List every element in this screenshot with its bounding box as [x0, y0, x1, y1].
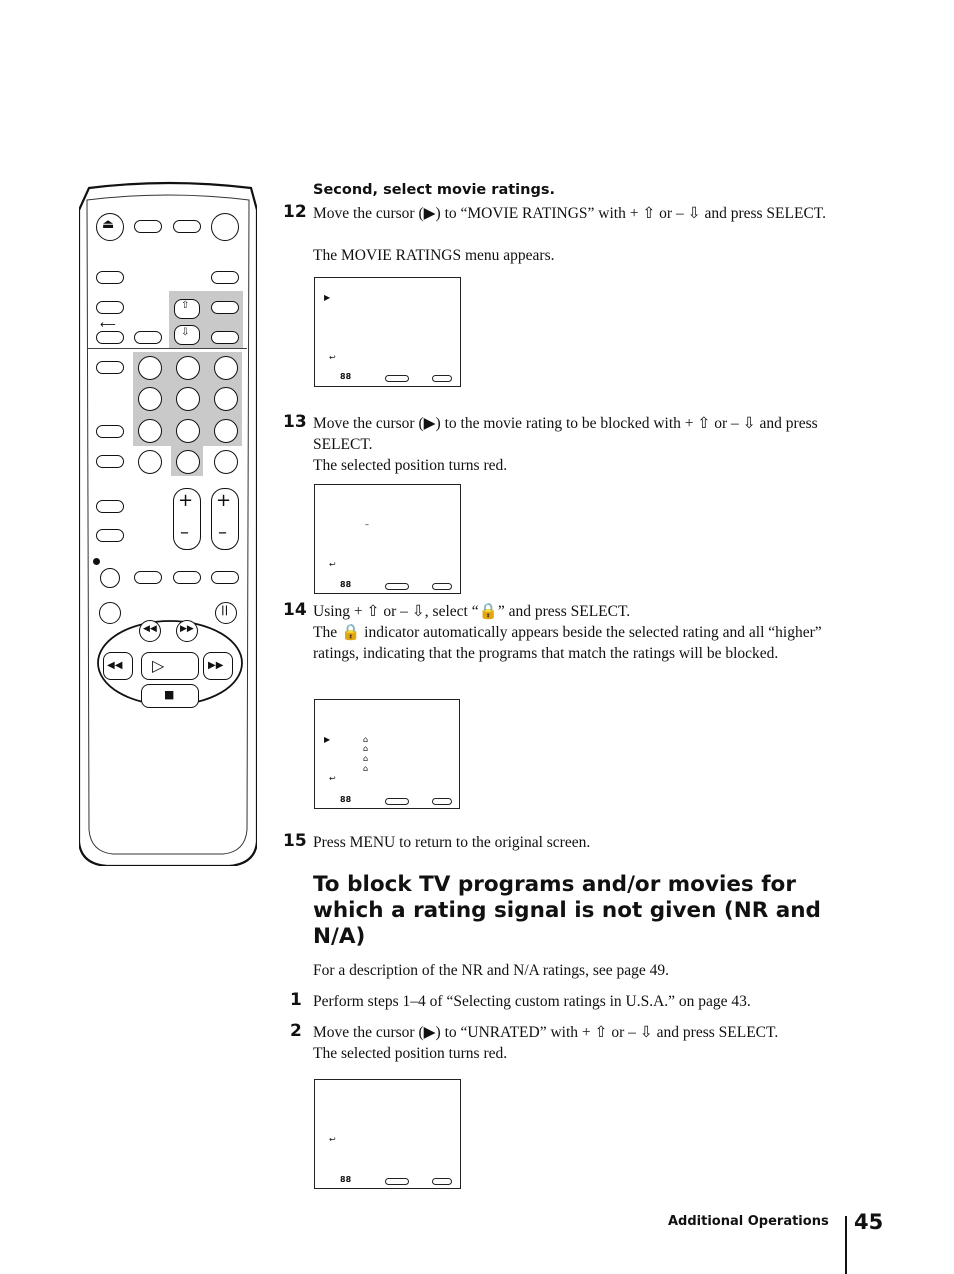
channel-up-button[interactable]: [174, 299, 200, 319]
play-button[interactable]: [141, 652, 199, 680]
slow-minus-button[interactable]: [134, 571, 162, 584]
volume-rocker[interactable]: [173, 488, 201, 550]
menu-logo-icon: 88: [340, 372, 352, 381]
step-result: The 🔒 indicator automatically appears beside the selected rating and all “higher” ratings, indicating that the programs that match the ratings will be blocked.: [313, 624, 822, 662]
step-result: The selected position turns red.: [313, 1045, 508, 1062]
return-icon: ↩: [329, 353, 336, 362]
number-button[interactable]: [138, 419, 162, 443]
divider: [87, 348, 247, 349]
step-text: Press MENU to return to the original screen.: [313, 834, 591, 851]
page-number: 45: [854, 1210, 884, 1234]
record-button[interactable]: [100, 568, 120, 588]
stop-icon: ■: [164, 688, 175, 701]
remote-button[interactable]: [96, 301, 124, 314]
plus-icon: +: [178, 490, 194, 511]
rewind-icon: ◀◀: [143, 624, 157, 634]
step-text: Move the cursor (▶) to “MOVIE RATINGS” with + ⇧ or – ⇩ and press SELECT.: [313, 205, 826, 222]
screen-pill: [432, 1178, 452, 1185]
remote-button[interactable]: [96, 455, 124, 468]
number-button[interactable]: [138, 450, 162, 474]
menu-logo-icon: 88: [340, 1175, 352, 1184]
number-button[interactable]: [176, 419, 200, 443]
step-text: Using + ⇧ or – ⇩, select “🔒” and press SELECT.: [313, 603, 631, 620]
eject-icon: ⏏: [102, 217, 115, 232]
step-result: The MOVIE RATINGS menu appears.: [313, 247, 555, 264]
power-button[interactable]: [211, 213, 239, 241]
fast-forward-button[interactable]: [203, 652, 233, 680]
rewind-button[interactable]: [103, 652, 133, 680]
remote-button[interactable]: [96, 500, 124, 513]
remote-button[interactable]: [211, 331, 239, 344]
forward-icon: ▶▶: [180, 624, 194, 634]
remote-button[interactable]: [211, 301, 239, 314]
section-title: To block TV programs and/or movies for which a rating signal is not given (NR and N/A): [313, 872, 821, 949]
remote-button[interactable]: [211, 271, 239, 284]
rewind-icon: ◀◀: [107, 660, 123, 671]
step-number: 14: [283, 600, 307, 620]
plus-icon: +: [216, 490, 232, 511]
channel-rocker[interactable]: [211, 488, 239, 550]
tv-screen-movie-ratings: [314, 277, 461, 387]
step-number: 15: [283, 831, 307, 851]
minus-down-icon: ⇩: [181, 327, 190, 338]
menu-logo-icon: 88: [340, 580, 352, 589]
screen-pill: [385, 583, 409, 590]
minus-icon: –: [180, 522, 189, 543]
section-intro: For a description of the NR and N/A ratings, see page 49.: [313, 962, 669, 979]
remote-button[interactable]: [96, 361, 124, 374]
minus-icon: –: [218, 522, 227, 543]
fast-forward-icon: ▶▶: [208, 660, 224, 671]
tv-screen-rating-selected: [314, 484, 461, 594]
pause-icon: ||: [221, 605, 229, 616]
step-number: 1: [290, 990, 302, 1010]
number-button[interactable]: [176, 356, 200, 380]
eject-button[interactable]: [96, 213, 124, 241]
stop-button[interactable]: [141, 684, 199, 708]
number-button[interactable]: [214, 356, 238, 380]
number-button[interactable]: [214, 419, 238, 443]
screen-pill: [432, 583, 452, 590]
selection-marker: –: [365, 520, 369, 529]
remote-button[interactable]: [96, 529, 124, 542]
lock-icon: ⌂: [363, 764, 369, 773]
return-icon: ↩: [329, 1135, 336, 1144]
cursor-icon: ▶: [324, 735, 331, 744]
return-icon: ↩: [329, 774, 336, 783]
plus-up-icon: ⇧: [181, 300, 190, 311]
lock-icon: ⌂: [363, 744, 369, 753]
number-button[interactable]: [214, 450, 238, 474]
step-text: Move the cursor (▶) to the movie rating to be blocked with + ⇧ or – ⇩ and press SELECT.: [313, 415, 818, 453]
remote-button[interactable]: [96, 425, 124, 438]
number-button[interactable]: [138, 387, 162, 411]
screen-pill: [385, 375, 409, 382]
step-text: Perform steps 1–4 of “Selecting custom ratings in U.S.A.” on page 43.: [313, 993, 751, 1010]
return-arrow-icon: ⟵: [100, 318, 116, 331]
slow-plus-button[interactable]: [173, 571, 201, 584]
number-button[interactable]: [176, 450, 200, 474]
lock-icon: ⌂: [363, 754, 369, 763]
footer-divider: [845, 1216, 847, 1274]
screen-pill: [432, 375, 452, 382]
intro-heading: Second, select movie ratings.: [313, 182, 555, 198]
menu-logo-icon: 88: [340, 795, 352, 804]
screen-pill: [432, 798, 452, 805]
step-text: Move the cursor (▶) to “UNRATED” with + ⇧ or – ⇩ and press SELECT.: [313, 1024, 779, 1041]
remote-control-illustration: [79, 180, 257, 866]
return-icon: ↩: [329, 560, 336, 569]
play-icon: ▷: [152, 656, 165, 675]
number-button[interactable]: [176, 387, 200, 411]
step-result: The selected position turns red.: [313, 457, 508, 474]
lock-icon: ⌂: [363, 735, 369, 744]
jump-button[interactable]: [96, 318, 124, 344]
number-button[interactable]: [138, 356, 162, 380]
record-indicator: [93, 558, 100, 565]
screen-pill: [385, 1178, 409, 1185]
remote-button[interactable]: [134, 331, 162, 344]
remote-button[interactable]: [96, 271, 124, 284]
remote-button[interactable]: [211, 571, 239, 584]
cursor-icon: ▶: [324, 293, 331, 302]
step-number: 13: [283, 412, 307, 432]
rewind-search-button[interactable]: [139, 620, 161, 642]
tv-screen-lock-indicators: [314, 699, 460, 809]
footer-section-label: Additional Operations: [668, 1214, 829, 1229]
number-button[interactable]: [214, 387, 238, 411]
forward-search-button[interactable]: [176, 620, 198, 642]
remote-button[interactable]: [134, 220, 162, 233]
step-number: 2: [290, 1021, 302, 1041]
remote-button[interactable]: [173, 220, 201, 233]
step-number: 12: [283, 202, 307, 222]
screen-pill: [385, 798, 409, 805]
channel-down-button[interactable]: [174, 325, 200, 345]
tv-screen-unrated: [314, 1079, 461, 1189]
